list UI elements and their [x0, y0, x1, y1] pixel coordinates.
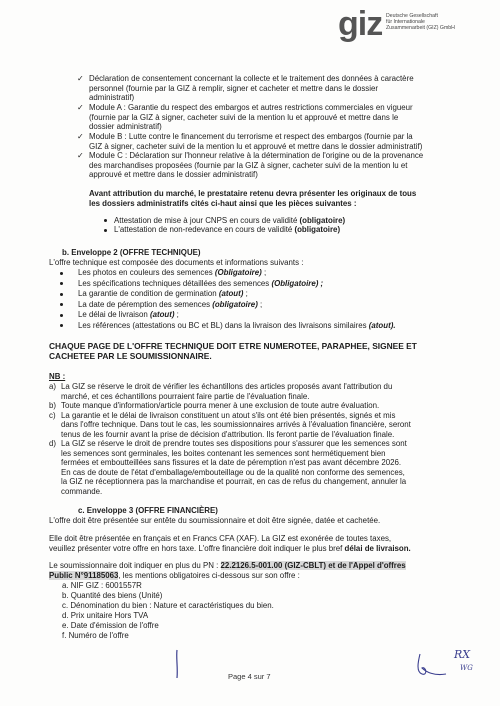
nb-title: NB :	[49, 372, 66, 381]
nb-c-line1: La garantie et le délai de livraison constituent un atout s'ils ont été bien présentés, signés et mis	[61, 410, 396, 420]
admin-item-1-line1: Déclaration de consentement concernant la collecte et le traitement des données à caractère	[89, 74, 414, 83]
technical-item-1: Les photos en couleurs des semences (Obligatoire) ;	[78, 268, 267, 277]
checkmark-icon: ✓	[77, 103, 84, 112]
nb-a-line2: marché, et ces échantillons pourraient faire partie de l'évaluation finale.	[61, 391, 310, 401]
admin-item-4-line2: des marchandises proposées (fournie par la GIZ à signer, cacheter suivi de la mention lu et	[89, 160, 408, 170]
checkmark-icon: ✓	[77, 74, 84, 83]
financial-p2-line1: Elle doit être présentée en français et en Francs CFA (XAF). La GIZ est exonérée de toutes taxes,	[49, 534, 392, 543]
page-number: Page 4 sur 7	[228, 672, 271, 681]
bullet-icon	[104, 219, 107, 222]
technical-item-3: La garantie de condition de germination (atout) ;	[78, 289, 248, 298]
admin-item-2-line3: dossier administratif)	[89, 122, 162, 131]
org-name-line3: Zusammenarbeit (GIZ) GmbH	[386, 25, 455, 31]
nb-d-line1: La GIZ se réserve le droit de prendre toutes ses dispositions pour s'assurer que les semences sont	[61, 439, 407, 448]
technical-item-6: Les références (attestations ou BC et BL) dans la livraison des livraisons similaires (atout).	[78, 320, 396, 330]
org-name-line2: für Internationale	[386, 19, 425, 25]
technical-notice-line1: CHAQUE PAGE DE L'OFFRE TECHNIQUE DOIT ETRE NUMEROTEE, PARAPHEE, SIGNEE ET	[49, 341, 417, 351]
nb-d-line5: la GIZ ne réceptionnera pas la marchandise et pourrait, en cas de refus du changement, annuler la	[61, 477, 407, 486]
bullet-icon	[60, 293, 63, 296]
admin-item-4-line1: Module C : Déclaration sur l'honneur relative à la détermination de l'origine ou de la provenance	[89, 151, 424, 160]
nb-b-line1: Toute manque d'information/article pourra mener à une exclusion de toute autre évaluation.	[61, 401, 380, 410]
financial-list-item: c. Dénomination du bien : Nature et caractéristiques du bien.	[62, 600, 274, 610]
bullet-icon	[60, 282, 63, 285]
nb-d-line4: En cas de doute de l'état d'emballage/embouteillage ou de la qualité non conforme des semences,	[61, 467, 405, 477]
financial-offer-heading: c. Enveloppe 3 (OFFRE FINANCIÈRE)	[78, 506, 218, 515]
financial-list-item: d. Prix unitaire Hors TVA	[62, 610, 149, 620]
initial-mark-left	[170, 648, 184, 680]
org-name-line1: Deutsche Gesellschaft	[386, 13, 438, 19]
financial-p2-line2: veuillez présenter votre offre en hors taxe. L'offre financière doit indiquer le plus bref délai de livraison.	[49, 543, 411, 553]
checkmark-icon: ✓	[77, 151, 84, 160]
initials-handwritten: RX	[454, 648, 471, 661]
admin-item-1-line3: administratif)	[89, 93, 135, 102]
technical-item-5: Le délai de livraison (atout) ;	[78, 310, 179, 319]
nb-letter: c)	[49, 410, 56, 420]
financial-p1: L'offre doit être présentée sur entête du soumissionnaire et doit être signée, datée et cachetée.	[49, 516, 381, 525]
nb-letter: a)	[49, 382, 57, 391]
nb-c-line3: tenus de les fournir avant la prise de décision d'attribution. Ils feront partie de l'évaluation finale.	[61, 429, 395, 439]
before-award-item1: Attestation de mise à jour CNPS en cours de validité (obligatoire)	[114, 215, 346, 225]
technical-item-4: La date de péremption des semences (obligatoire) ;	[78, 299, 263, 309]
admin-item-3-line2: GIZ à signer, cacheter suivi de la mention lu et approuvé et mettre dans le dossier administratif)	[89, 141, 423, 151]
nb-letter: d)	[49, 439, 57, 448]
technical-offer-heading: b. Enveloppe 2 (OFFRE TECHNIQUE)	[62, 248, 201, 257]
bullet-icon	[104, 229, 107, 232]
nb-d-line6: commande.	[61, 486, 103, 496]
nb-letter: b)	[49, 401, 57, 410]
technical-item-2: Les spécifications techniques détaillées des semences (Obligatoire) ;	[78, 278, 324, 288]
bullet-icon	[60, 272, 63, 275]
bullet-icon	[60, 314, 63, 317]
financial-p3-line2: Public N°91185063, les mentions obligatoires ci-dessous sur son offre :	[49, 570, 300, 580]
nb-c-line2: dans l'offre technique. Dans tout le cas, les soumissionnaires arrivés à l'évaluation financière, seront	[61, 420, 411, 429]
technical-notice-line2: CACHETEE PAR LE SOUMISSIONNAIRE.	[49, 351, 212, 361]
before-award-item2: L'attestation de non-redevance en cours de validité (obligatoire)	[114, 225, 341, 234]
financial-list-item: b. Quantité des biens (Unité)	[62, 590, 163, 600]
giz-logo-mark: giz	[338, 5, 383, 43]
before-award-line1: Avant attribution du marché, le prestataire retenu devra présenter les originaux de tous	[89, 189, 417, 198]
nb-a-line1: La GIZ se réserve le droit de vérifier les échantillons des articles proposés avant l'attribution du	[61, 382, 393, 391]
technical-offer-intro: L'offre technique est composée des documents et informations suivants :	[49, 258, 304, 267]
admin-item-4-line3: approuvé et mettre dans le dossier administratif)	[89, 170, 258, 179]
financial-list-item: e. Date d'émission de l'offre	[62, 620, 159, 630]
financial-list-item: f. Numéro de l'offre	[62, 630, 129, 640]
bullet-icon	[60, 303, 63, 306]
nb-d-line2: les semences sont germinales, les boites contenant les semences sont hermétiquement bien	[61, 448, 386, 458]
handwritten-signature	[412, 650, 452, 684]
before-award-line2: les dossiers administratifs cités ci-haut ainsi que les pièces suivantes :	[89, 198, 357, 208]
admin-item-2-line2: (fournie par la GIZ à signer, cacheter suivi de la mention lu et approuvé et mettre dans le	[89, 112, 399, 122]
admin-item-1-line2: personnel (fournie par la GIZ à remplir, signer et cacheter et mettre dans le dossier	[89, 83, 379, 93]
financial-list-item: a. NIF GIZ : 6001557R	[62, 580, 142, 590]
nb-d-line3: fermées et emboutteillées sans fissures et la date de péremption n'est pas avant décembre 2026.	[61, 458, 402, 467]
financial-p3-line1: Le soumissionnaire doit indiquer en plus du PN : 22.2126.5-001.00 (GIZ-CBLT) et de l'Appel d'offres	[49, 561, 406, 570]
initials-handwritten-small: WG	[460, 664, 473, 672]
admin-item-3-line1: Module B : Lutte contre le financement du terrorisme et respect des embargos (fournie par la	[89, 132, 413, 141]
bullet-icon	[60, 324, 63, 327]
checkmark-icon: ✓	[77, 132, 84, 141]
admin-item-2-line1: Module A : Garantie du respect des embargos et autres restrictions commerciales en vigueur	[89, 103, 413, 112]
